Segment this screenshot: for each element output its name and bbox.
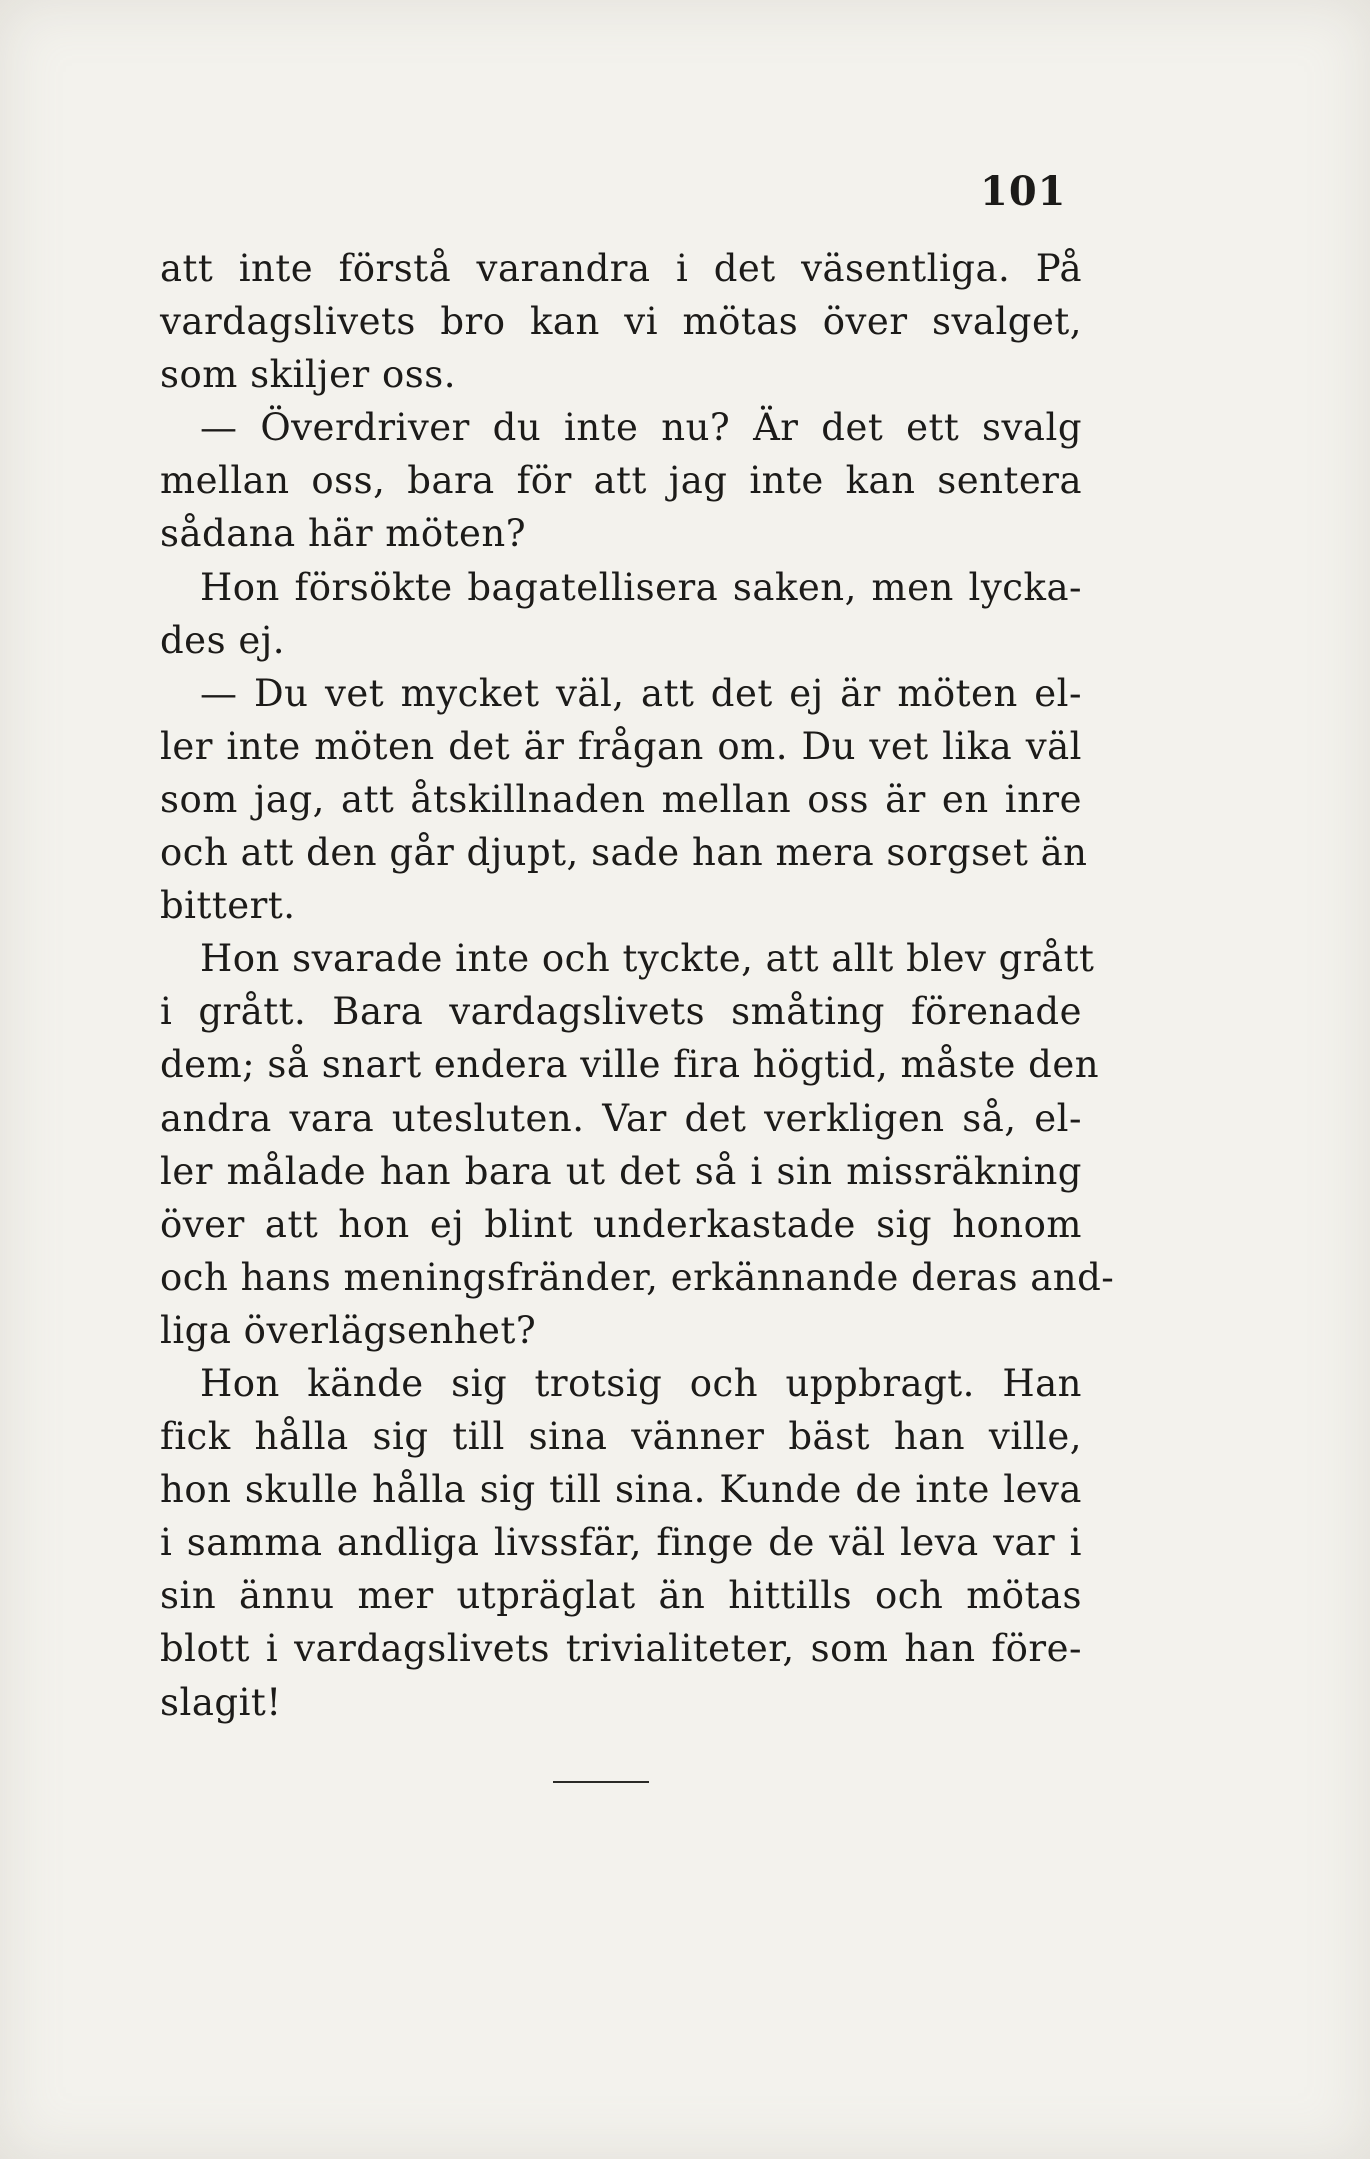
text-line: sin ännu mer utpräglat än hittills och mötas [160, 1574, 1082, 1618]
text-line: att inte förstå varandra i det väsentliga. På [160, 247, 1082, 290]
text-line: sådana här möten? [160, 512, 527, 556]
text-line: dem; så snart endera ville fira högtid, måste den [160, 1043, 1100, 1087]
text-line: blott i vardagslivets trivialiteter, som han före- [160, 1627, 1082, 1671]
text-line: Hon svarade inte och tyckte, att allt blev grått [200, 937, 1095, 981]
text-line: andra vara utesluten. Var det verkligen så, el- [160, 1096, 1082, 1140]
text-line: bittert. [160, 884, 296, 928]
text-line: — Du vet mycket väl, att det ej är möten el- [200, 671, 1082, 715]
chapter-end-rule [553, 1781, 649, 1783]
text-line: över att hon ej blint underkastade sig honom [160, 1202, 1082, 1246]
text-line: hon skulle hålla sig till sina. Kunde de inte leva [160, 1468, 1082, 1512]
text-line: mellan oss, bara för att jag inte kan sentera [160, 459, 1082, 503]
text-line: liga överlägsenhet? [160, 1308, 537, 1352]
text-line: Hon kände sig trotsig och uppbragt. Han [200, 1361, 1082, 1405]
text-line: Hon försökte bagatellisera saken, men lycka- [200, 565, 1082, 609]
body-text [160, 242, 1115, 1729]
page-number: 101 [980, 168, 1067, 215]
text-line: i grått. Bara vardagslivets småting förenade [160, 990, 1082, 1034]
text-line: vardagslivets bro kan vi mötas över svalget, [160, 300, 1082, 344]
text-line: — Överdriver du inte nu? Är det ett svalg [200, 406, 1082, 450]
text-line: som jag, att åtskillnaden mellan oss är en inre [160, 777, 1082, 821]
text-line: och att den går djupt, sade han mera sorgset än [160, 831, 1088, 875]
text-line: ler inte möten det är frågan om. Du vet lika väl [160, 724, 1082, 768]
text-line: slagit! [160, 1680, 282, 1724]
text-line: i samma andliga livssfär, finge de väl leva var i [160, 1521, 1082, 1565]
text-line: des ej. [160, 618, 285, 662]
text-line: och hans meningsfränder, erkännande deras and- [160, 1255, 1115, 1299]
text-line: fick hålla sig till sina vänner bäst han ville, [160, 1415, 1082, 1459]
text-line: som skiljer oss. [160, 353, 457, 397]
text-line: ler målade han bara ut det så i sin missräkning [160, 1149, 1082, 1193]
